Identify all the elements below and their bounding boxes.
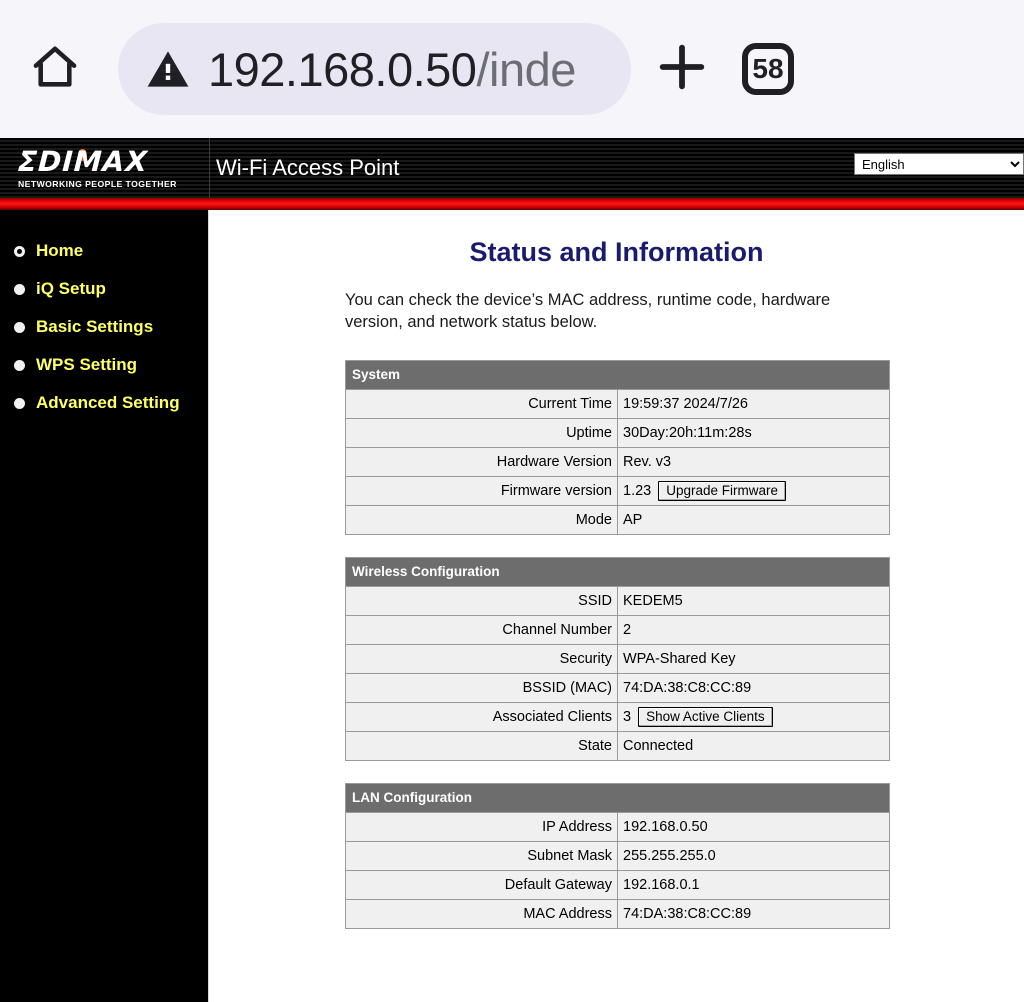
- radio-icon: [14, 398, 25, 409]
- table-system: [345, 360, 890, 535]
- row-value: Rev. v3: [623, 453, 672, 470]
- row-value: KEDEM5: [623, 592, 683, 609]
- table-row: [346, 447, 890, 476]
- table-spacer: [209, 334, 1024, 360]
- sidebar-item-advanced-setting[interactable]: [0, 384, 208, 422]
- device-admin-page: [0, 138, 1024, 1002]
- row-value-cell: [618, 702, 890, 731]
- row-value-cell: [618, 447, 890, 476]
- sidebar-item-wps-setting[interactable]: [0, 346, 208, 384]
- tab-counter-icon: [742, 43, 794, 95]
- row-value: 3: [623, 708, 632, 725]
- brand-accent-bar: [0, 198, 1024, 210]
- table-row: [346, 586, 890, 615]
- table-row: [346, 841, 890, 870]
- row-label: Hardware Version: [346, 447, 618, 476]
- new-tab-button[interactable]: [639, 26, 725, 112]
- table-row: [346, 644, 890, 673]
- row-value-cell: [618, 899, 890, 928]
- sidebar-nav: [0, 210, 209, 1002]
- sidebar-item-home[interactable]: [0, 232, 208, 270]
- browser-toolbar: [0, 0, 1024, 138]
- sidebar-item-label: WPS Setting: [36, 355, 138, 374]
- url-host: 192.168.0.50: [208, 42, 477, 96]
- browser-menu-button[interactable]: [811, 26, 881, 112]
- table-row: [346, 389, 890, 418]
- table-row: [346, 505, 890, 534]
- show-active-clients-button[interactable]: Show Active Clients: [638, 707, 773, 727]
- sidebar-item-basic-settings[interactable]: [0, 308, 208, 346]
- table-row: [346, 615, 890, 644]
- table-row: [346, 418, 890, 447]
- row-label: Firmware version: [346, 476, 618, 505]
- row-label: MAC Address: [346, 899, 618, 928]
- radio-selected-icon: [14, 246, 25, 257]
- row-value: AP: [623, 511, 643, 528]
- radio-icon: [14, 284, 25, 295]
- row-value-cell: [618, 505, 890, 534]
- url-path: /inde: [476, 42, 576, 96]
- sidebar-item-label: iQ Setup: [36, 279, 106, 298]
- row-value: 30Day:20h:11m:28s: [623, 424, 752, 441]
- row-label: Uptime: [346, 418, 618, 447]
- row-value-cell: [618, 644, 890, 673]
- table-row: [346, 870, 890, 899]
- sidebar-item-iq-setup[interactable]: [0, 270, 208, 308]
- home-button[interactable]: [22, 36, 88, 102]
- language-select[interactable]: [854, 153, 1024, 175]
- table-lan-configuration: [345, 783, 890, 929]
- radio-icon: [14, 322, 25, 333]
- row-value-cell: [618, 389, 890, 418]
- sidebar-item-label: Advanced Setting: [36, 393, 180, 412]
- row-value: 74:DA:38:C8:CC:89: [623, 679, 752, 696]
- row-label: Associated Clients: [346, 702, 618, 731]
- table-section-header: System: [346, 360, 890, 389]
- table-row: [346, 476, 890, 505]
- row-value-cell: [618, 673, 890, 702]
- page-title: Status and Information: [469, 237, 764, 267]
- table-row: [346, 702, 890, 731]
- row-value: WPA-Shared Key: [623, 650, 736, 667]
- tab-count-label: 58: [752, 53, 784, 84]
- row-label: Current Time: [346, 389, 618, 418]
- table-section-header: Wireless Configuration: [346, 557, 890, 586]
- sidebar-item-label: Home: [36, 241, 84, 260]
- row-value: 192.168.0.50: [623, 818, 708, 835]
- edimax-logo: [0, 144, 210, 189]
- row-label: IP Address: [346, 812, 618, 841]
- table-row: [346, 731, 890, 760]
- row-value-cell: [618, 812, 890, 841]
- table-row: [346, 812, 890, 841]
- row-label: Security: [346, 644, 618, 673]
- row-value: 1.23: [623, 482, 652, 499]
- status-tables: [209, 334, 1024, 929]
- device-header: [0, 138, 1024, 198]
- row-value-cell: [618, 841, 890, 870]
- row-value-cell: [618, 418, 890, 447]
- device-title: Wi-Fi Access Point: [216, 155, 400, 180]
- address-bar[interactable]: [118, 23, 631, 115]
- row-value-cell: [618, 870, 890, 899]
- logo-wordmark: ΣDIMAX: [17, 144, 149, 178]
- row-label: Subnet Mask: [346, 841, 618, 870]
- row-label: SSID: [346, 586, 618, 615]
- upgrade-firmware-button[interactable]: Upgrade Firmware: [658, 481, 786, 501]
- row-label: Mode: [346, 505, 618, 534]
- row-value: 2: [623, 621, 632, 638]
- row-label: Channel Number: [346, 615, 618, 644]
- sidebar-item-label: Basic Settings: [36, 317, 154, 336]
- table-section-header: LAN Configuration: [346, 783, 890, 812]
- main-content: [209, 210, 1024, 1002]
- row-value: Connected: [623, 737, 694, 754]
- row-value: 192.168.0.1: [623, 876, 700, 893]
- row-label: BSSID (MAC): [346, 673, 618, 702]
- logo-tagline: NETWORKING PEOPLE TOGETHER: [18, 178, 177, 189]
- radio-icon: [14, 360, 25, 371]
- row-value-cell: [618, 476, 890, 505]
- table-row: [346, 899, 890, 928]
- table-row: [346, 673, 890, 702]
- page-description: You can check the device’s MAC address, runtime code, hardware version, and network status below.: [345, 291, 831, 331]
- table-wireless-configuration: [345, 557, 890, 761]
- table-spacer: [209, 761, 1024, 783]
- tab-counter-button[interactable]: [725, 26, 811, 112]
- row-value-cell: [618, 615, 890, 644]
- row-value-cell: [618, 731, 890, 760]
- warning-triangle-icon: [142, 43, 194, 95]
- row-value: 19:59:37 2024/7/26: [623, 395, 748, 412]
- row-label: State: [346, 731, 618, 760]
- table-spacer: [209, 535, 1024, 557]
- home-icon: [29, 41, 81, 98]
- row-value: 74:DA:38:C8:CC:89: [623, 905, 752, 922]
- address-bar-text: [208, 42, 576, 97]
- row-value-cell: [618, 586, 890, 615]
- language-selector[interactable]: [854, 153, 1024, 175]
- row-label: Default Gateway: [346, 870, 618, 899]
- row-value: 255.255.255.0: [623, 847, 716, 864]
- plus-icon: [653, 38, 711, 101]
